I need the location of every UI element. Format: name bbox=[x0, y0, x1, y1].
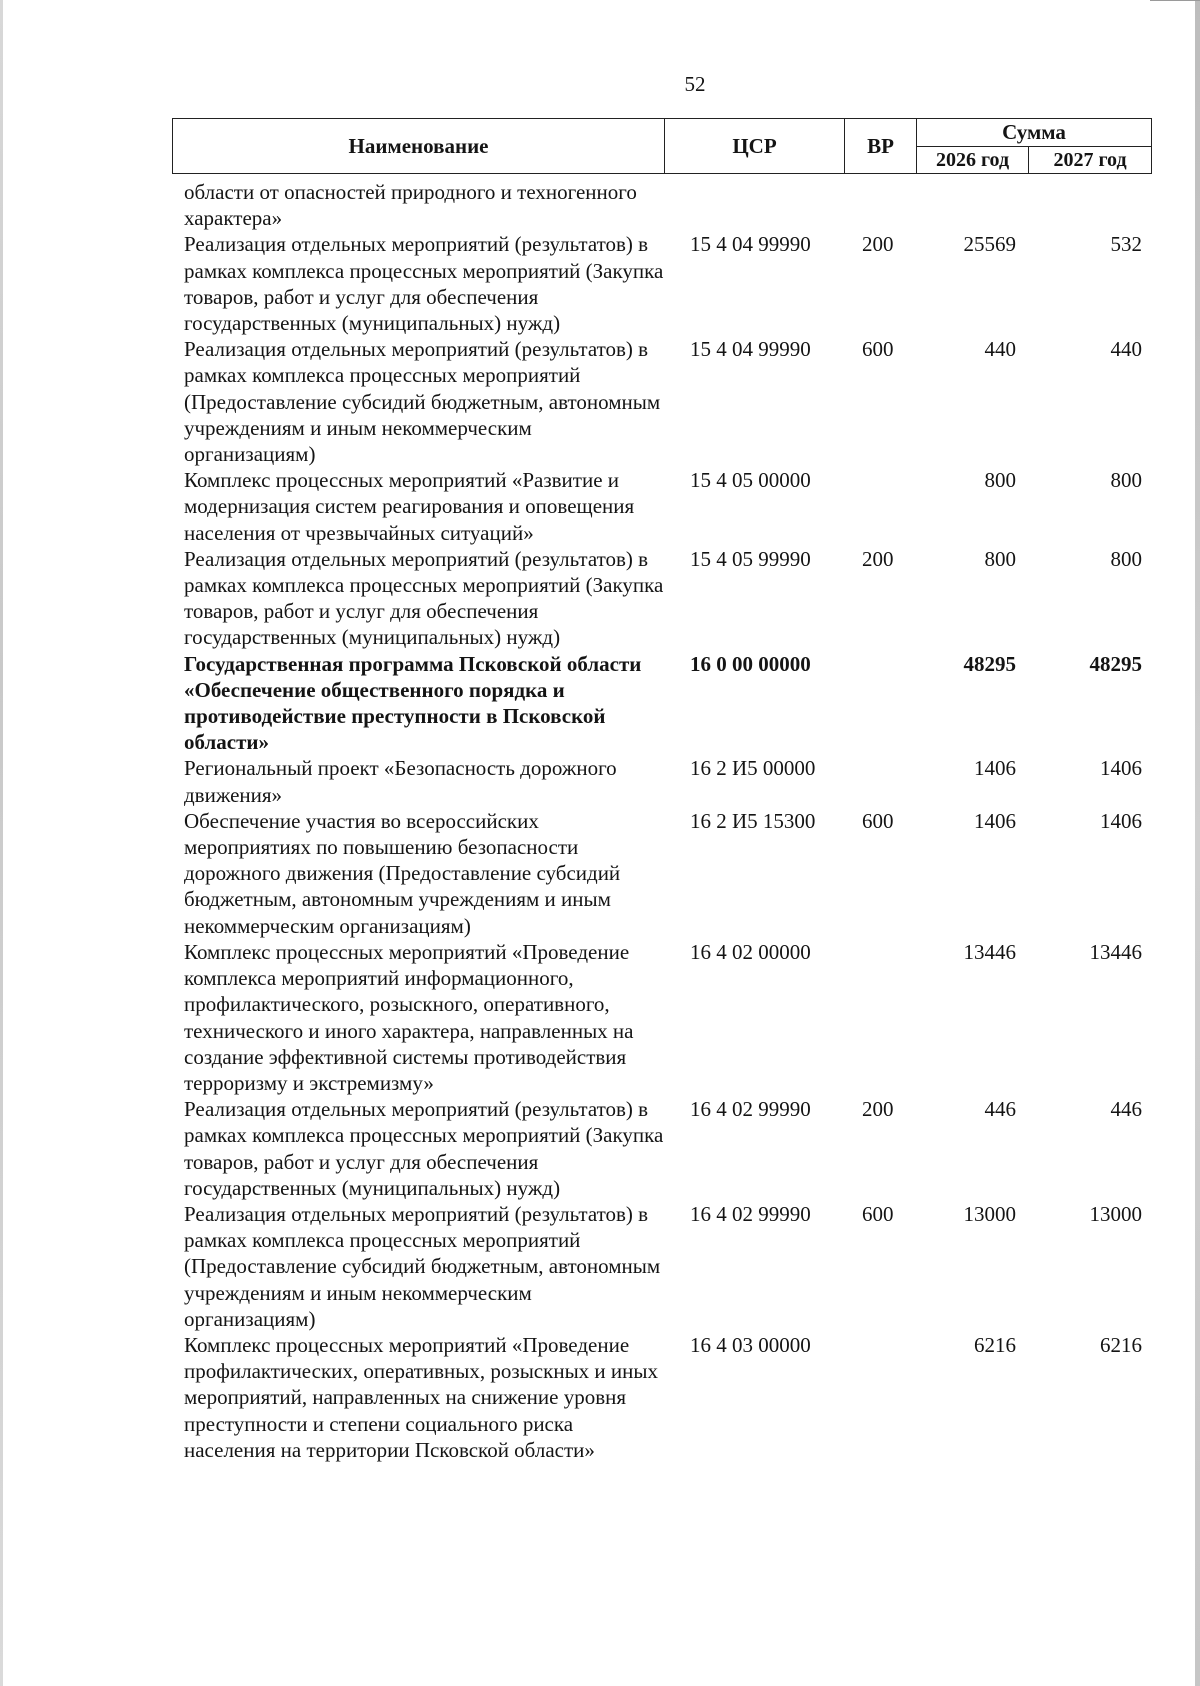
row-sum-2026: 1406 bbox=[974, 808, 1016, 833]
table-row bbox=[0, 1332, 1200, 1463]
header-sum-label: Сумма bbox=[917, 119, 1151, 147]
row-sum-2026: 13446 bbox=[963, 939, 1016, 964]
header-name-label: Наименование bbox=[348, 133, 489, 158]
row-sum-2027: 13000 bbox=[1089, 1201, 1142, 1226]
row-csr: 15 4 04 99990 bbox=[690, 232, 811, 257]
row-sum-2026: 1406 bbox=[974, 756, 1016, 781]
row-name: Государственная программа Псковской области «Обеспечение общественного порядка и противодействие преступности в Псковской области» bbox=[184, 651, 642, 755]
header-year-2027: 2027 год bbox=[1053, 148, 1127, 171]
table-row bbox=[0, 231, 1200, 336]
row-vr: 600 bbox=[862, 808, 894, 833]
table-body bbox=[0, 179, 1200, 1463]
row-name: Комплекс процессных мероприятий «Проведение профилактических, оперативных, розыскных и иных мероприятий, направленных на снижение уровня преступности и степени социального риска населения на территории Псковской области» bbox=[184, 1332, 659, 1462]
table-row-program bbox=[0, 651, 1200, 756]
row-sum-2027: 1406 bbox=[1100, 808, 1142, 833]
table-row bbox=[0, 179, 1200, 231]
header-name-cell bbox=[173, 119, 665, 173]
row-csr: 16 4 02 99990 bbox=[690, 1201, 811, 1226]
row-sum-2027: 13446 bbox=[1089, 939, 1142, 964]
row-sum-2027: 446 bbox=[1110, 1097, 1142, 1122]
row-csr: 16 4 02 99990 bbox=[690, 1097, 811, 1122]
row-name: Обеспечение участия во всероссийских мероприятиях по повышению безопасности дорожного движения (Предоставление субсидий бюджетным, автономным учреждениям и иным некоммерческим организациям) bbox=[184, 808, 621, 938]
header-vr-label: ВР bbox=[867, 133, 894, 158]
row-csr: 16 4 02 00000 bbox=[690, 939, 811, 964]
row-sum-2027: 800 bbox=[1110, 468, 1142, 493]
row-csr: 15 4 04 99990 bbox=[690, 337, 811, 362]
row-sum-2026: 800 bbox=[984, 546, 1016, 571]
row-name: Региональный проект «Безопасность дорожного движения» bbox=[184, 756, 617, 807]
row-csr: 16 2 И5 00000 bbox=[690, 756, 816, 781]
row-name: Реализация отдельных мероприятий (результатов) в рамках комплекса процессных мероприятий (Закупка товаров, работ и услуг для обеспечения государственных (муниципальных) нужд) bbox=[184, 232, 664, 336]
row-vr: 200 bbox=[862, 1097, 894, 1122]
row-sum-2026: 25569 bbox=[963, 232, 1016, 257]
row-sum-2026: 13000 bbox=[963, 1201, 1016, 1226]
row-sum-2027: 800 bbox=[1110, 546, 1142, 571]
row-name: Реализация отдельных мероприятий (результатов) в рамках комплекса процессных мероприятий (Предоставление субсидий бюджетным, автономным учреждениям и иным некоммерческим организациям) bbox=[184, 337, 661, 467]
row-name: Реализация отдельных мероприятий (результатов) в рамках комплекса процессных мероприятий (Закупка товаров, работ и услуг для обеспечения государственных (муниципальных) нужд) bbox=[184, 1097, 664, 1200]
row-sum-2027: 6216 bbox=[1100, 1332, 1142, 1357]
row-sum-2027: 1406 bbox=[1100, 756, 1142, 781]
row-name: Комплекс процессных мероприятий «Проведение комплекса мероприятий информационного, профилактического, розыскного, оперативного, технического и иного характера, направленных на создание эффективной системы противодействия терроризму и экстремизму» bbox=[184, 939, 634, 1095]
row-name: Комплекс процессных мероприятий «Развитие и модернизация систем реагирования и оповещения населения от чрезвычайных ситуаций» bbox=[184, 468, 635, 545]
table-row bbox=[0, 755, 1200, 807]
scan-corner bbox=[1150, 0, 1200, 9]
row-name: Реализация отдельных мероприятий (результатов) в рамках комплекса процессных мероприятий (Закупка товаров, работ и услуг для обеспечения государственных (муниципальных) нужд) bbox=[184, 546, 664, 650]
row-sum-2026: 440 bbox=[984, 337, 1016, 362]
row-vr: 600 bbox=[862, 1201, 894, 1226]
table-row bbox=[0, 939, 1200, 1096]
row-csr: 15 4 05 99990 bbox=[690, 546, 811, 571]
row-sum-2026: 6216 bbox=[974, 1332, 1016, 1357]
header-csr-cell bbox=[665, 119, 845, 173]
row-sum-2027: 532 bbox=[1110, 232, 1142, 257]
page-number: 52 bbox=[684, 72, 706, 96]
row-csr: 16 0 00 00000 bbox=[690, 651, 811, 676]
table-row bbox=[0, 546, 1200, 651]
row-sum-2027: 48295 bbox=[1089, 651, 1142, 676]
row-csr: 15 4 05 00000 bbox=[690, 468, 811, 493]
row-vr: 200 bbox=[862, 232, 894, 257]
row-name: области от опасностей природного и техногенного характера» bbox=[184, 180, 637, 231]
header-year-2026: 2026 год bbox=[917, 147, 1029, 173]
row-sum-2027: 440 bbox=[1110, 337, 1142, 362]
row-sum-2026: 800 bbox=[984, 468, 1016, 493]
header-vr-cell bbox=[845, 119, 917, 173]
row-vr: 200 bbox=[862, 546, 894, 571]
row-csr: 16 4 03 00000 bbox=[690, 1332, 811, 1357]
table-row bbox=[0, 1096, 1200, 1201]
table-row bbox=[0, 1201, 1200, 1332]
table-header bbox=[172, 118, 1152, 174]
header-csr-label: ЦСР bbox=[732, 133, 777, 158]
row-sum-2026: 48295 bbox=[963, 651, 1016, 676]
table-row bbox=[0, 808, 1200, 939]
table-row bbox=[0, 467, 1200, 546]
row-vr: 600 bbox=[862, 337, 894, 362]
row-sum-2026: 446 bbox=[984, 1097, 1016, 1122]
table-row bbox=[0, 336, 1200, 467]
row-csr: 16 2 И5 15300 bbox=[690, 808, 816, 833]
row-name: Реализация отдельных мероприятий (результатов) в рамках комплекса процессных мероприятий (Предоставление субсидий бюджетным, автономным учреждениям и иным некоммерческим организациям) bbox=[184, 1201, 661, 1331]
